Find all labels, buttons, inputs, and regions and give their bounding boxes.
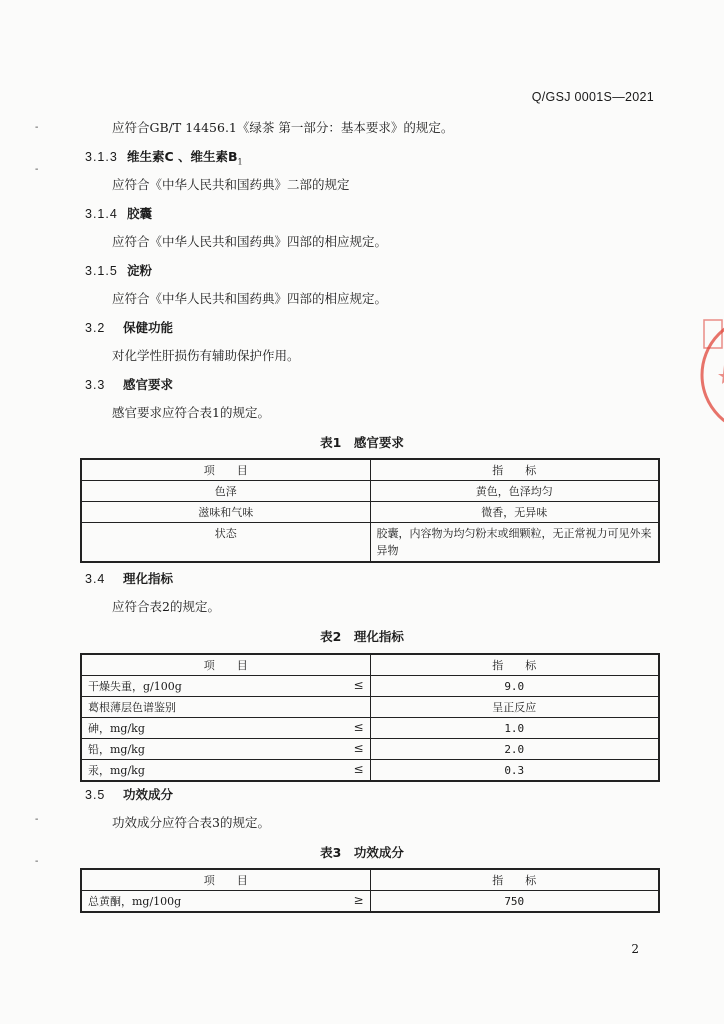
- subscript: 1: [237, 157, 243, 167]
- cell-value: 750: [370, 891, 659, 913]
- table-header-row: [81, 459, 659, 481]
- table-header-row: [81, 654, 659, 676]
- header-cell-item: 项 目: [81, 654, 370, 676]
- section-title: 维生素C 、维生素B: [126, 149, 238, 164]
- heading-3-3: [85, 377, 173, 393]
- margin-mark: -: [35, 856, 39, 867]
- document-code: Q/GSJ 0001S—2021: [531, 90, 654, 104]
- comparison-symbol: ≤: [353, 741, 364, 755]
- table2: [80, 653, 660, 782]
- cell-value: 呈正反应: [370, 697, 659, 718]
- header-cell-item: 项 目: [81, 459, 370, 481]
- comparison-symbol: ≤: [353, 678, 364, 692]
- section-title: 保健功能: [122, 320, 173, 335]
- section-title: 理化指标: [122, 571, 173, 586]
- table-row: [81, 718, 659, 739]
- table2-caption: 表2 理化指标: [320, 629, 404, 644]
- section-number: 3.2: [85, 321, 106, 335]
- table-row: [81, 502, 659, 523]
- section-title: 胶囊: [126, 206, 152, 221]
- header-cell-index: 指 标: [370, 654, 659, 676]
- paragraph-3-4: 应符合表2的规定。: [112, 599, 220, 614]
- table-row: [81, 760, 659, 782]
- cell-item: 汞，mg/kg: [88, 764, 145, 777]
- section-title: 功效成分: [122, 787, 173, 802]
- comparison-symbol: ≤: [353, 762, 364, 776]
- paragraph-3-5: 功效成分应符合表3的规定。: [112, 815, 270, 830]
- header-cell-index: 指 标: [370, 459, 659, 481]
- section-number: 3.3: [85, 378, 106, 392]
- cell-item: 滋味和气味: [81, 502, 370, 523]
- comparison-symbol: ≤: [353, 720, 364, 734]
- table-row: [81, 697, 659, 718]
- cell-index: 胶囊，内容物为均匀粉末或细颗粒，无正常视力可见外来异物: [370, 523, 659, 563]
- heading-3-1-4: [85, 206, 152, 222]
- heading-3-1-3: [85, 149, 243, 171]
- cell-value: 2.0: [370, 739, 659, 760]
- heading-3-5: [85, 787, 173, 803]
- margin-mark: -: [35, 164, 39, 175]
- cell-item: 总黄酮，mg/100g: [88, 895, 182, 908]
- paragraph-3-1-3: 应符合《中华人民共和国药典》二部的规定: [112, 177, 350, 192]
- cell-index: 黄色，色泽均匀: [370, 481, 659, 502]
- cell-item: 砷，mg/kg: [88, 722, 145, 735]
- table-row: [81, 676, 659, 697]
- header-cell-item: 项 目: [81, 869, 370, 891]
- official-seal-stamp: [700, 300, 724, 450]
- table1: [80, 458, 660, 563]
- comparison-symbol: ≥: [353, 893, 364, 907]
- section-number: 3.5: [85, 788, 106, 802]
- cell-value: 9.0: [370, 676, 659, 697]
- section-title: 淀粉: [126, 263, 152, 278]
- cell-item: 铅，mg/kg: [88, 743, 145, 756]
- page-number: 2: [631, 942, 639, 956]
- cell-value: 0.3: [370, 760, 659, 782]
- table1-caption: 表1 感官要求: [320, 435, 404, 450]
- section-number: 3.1.4: [85, 207, 118, 221]
- section-number: 3.1.3: [85, 150, 118, 164]
- section-number: 3.1.5: [85, 264, 118, 278]
- heading-3-1-5: [85, 263, 152, 279]
- heading-3-4: [85, 571, 173, 587]
- table-row: [81, 523, 659, 563]
- table-row: [81, 891, 659, 913]
- paragraph-3-2: 对化学性肝损伤有辅助保护作用。: [112, 348, 300, 363]
- margin-mark: -: [35, 814, 39, 825]
- table-header-row: [81, 869, 659, 891]
- paragraph-3-1-5: 应符合《中华人民共和国药典》四部的相应规定。: [112, 291, 388, 306]
- cell-index: 微香，无异味: [370, 502, 659, 523]
- paragraph-3-1-4: 应符合《中华人民共和国药典》四部的相应规定。: [112, 234, 388, 249]
- cell-item: 干燥失重，g/100g: [88, 680, 182, 693]
- paragraph-green-tea: 应符合GB/T 14456.1《绿茶 第一部分：基本要求》的规定。: [112, 120, 454, 135]
- heading-3-2: [85, 320, 173, 336]
- table3: [80, 868, 660, 913]
- cell-value: 1.0: [370, 718, 659, 739]
- header-cell-index: 指 标: [370, 869, 659, 891]
- table-row: [81, 739, 659, 760]
- cell-item: 状态: [81, 523, 370, 563]
- margin-mark: -: [35, 122, 39, 133]
- section-title: 感官要求: [122, 377, 173, 392]
- section-number: 3.4: [85, 572, 106, 586]
- cell-item: 葛根薄层色谱鉴别: [88, 701, 176, 714]
- paragraph-3-3: 感官要求应符合表1的规定。: [112, 405, 270, 420]
- table3-caption: 表3 功效成分: [320, 845, 404, 860]
- cell-item: 色泽: [81, 481, 370, 502]
- table-row: [81, 481, 659, 502]
